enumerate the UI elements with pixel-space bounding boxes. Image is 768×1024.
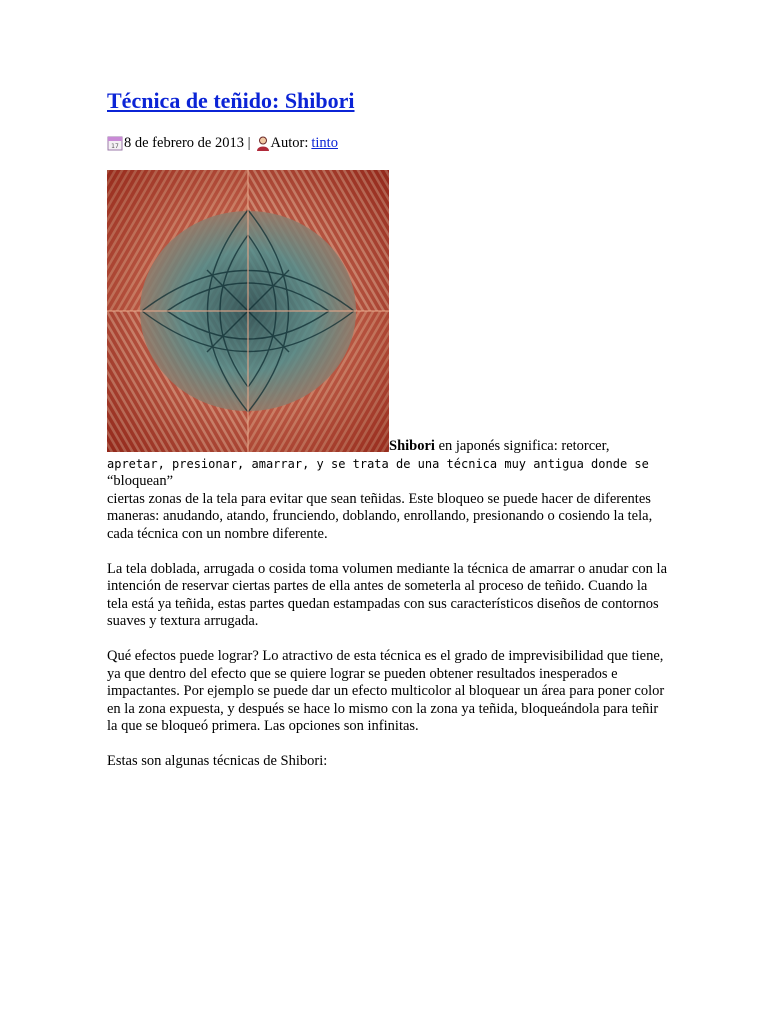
intro-rest: ciertas zonas de la tela para evitar que sean teñidas. Este bloqueo se puede hacer de diferentes maneras: anudando, atando, frunciendo, doblando, enrollando, presionando o cosiendo la tela, cada técnica con un nombre diferente.: [107, 490, 653, 542]
calendar-icon: [107, 135, 123, 151]
intro-line2-mono: apretar, presionar, amarrar, y se trata de una técnica muy antigua donde se: [107, 456, 649, 471]
user-icon: [255, 135, 271, 151]
paragraph-techniques: Estas son algunas técnicas de Shibori:: [107, 753, 328, 769]
shibori-bold: Shibori: [389, 438, 435, 454]
intro-line2-rest: “bloquean”: [107, 473, 174, 489]
article-title-link[interactable]: Técnica de teñido: Shibori: [107, 88, 355, 113]
post-date: 8 de febrero de 2013 |: [124, 135, 251, 151]
paragraph-intro: [107, 438, 667, 543]
shibori-fabric-image: [107, 170, 389, 452]
author-label: Autor:: [270, 135, 309, 151]
post-meta: [107, 133, 338, 153]
svg-text:17: 17: [111, 143, 119, 150]
article-body: [107, 438, 667, 788]
intro-line1: en japonés significa: retorcer,: [434, 438, 610, 454]
author-link[interactable]: tinto: [311, 135, 338, 151]
paragraph-volume: La tela doblada, arrugada o cosida toma volumen mediante la técnica de amarrar o anudar con la intención de reservar ciertas partes de ella antes de someterla al proceso de teñido. Cuando la tela está ya teñida, estas partes quedan estampadas con sus característicos diseños de contornos suaves y textura arrugada.: [107, 560, 668, 629]
paragraph-effects: Qué efectos puede lograr? Lo atractivo de esta técnica es el grado de imprevisibilidad que tiene, ya que dentro del efecto que se quiere lograr se pueden obtener resultados inesperados e impactantes. Por ejemplo se puede dar un efecto multicolor al bloquear un área para poner color en la zona expuesta, y después se hace lo mismo con la zona ya teñida, bloqueándola para teñir la que se bloqueó primera. Las opciones son infinitas.: [107, 648, 665, 734]
